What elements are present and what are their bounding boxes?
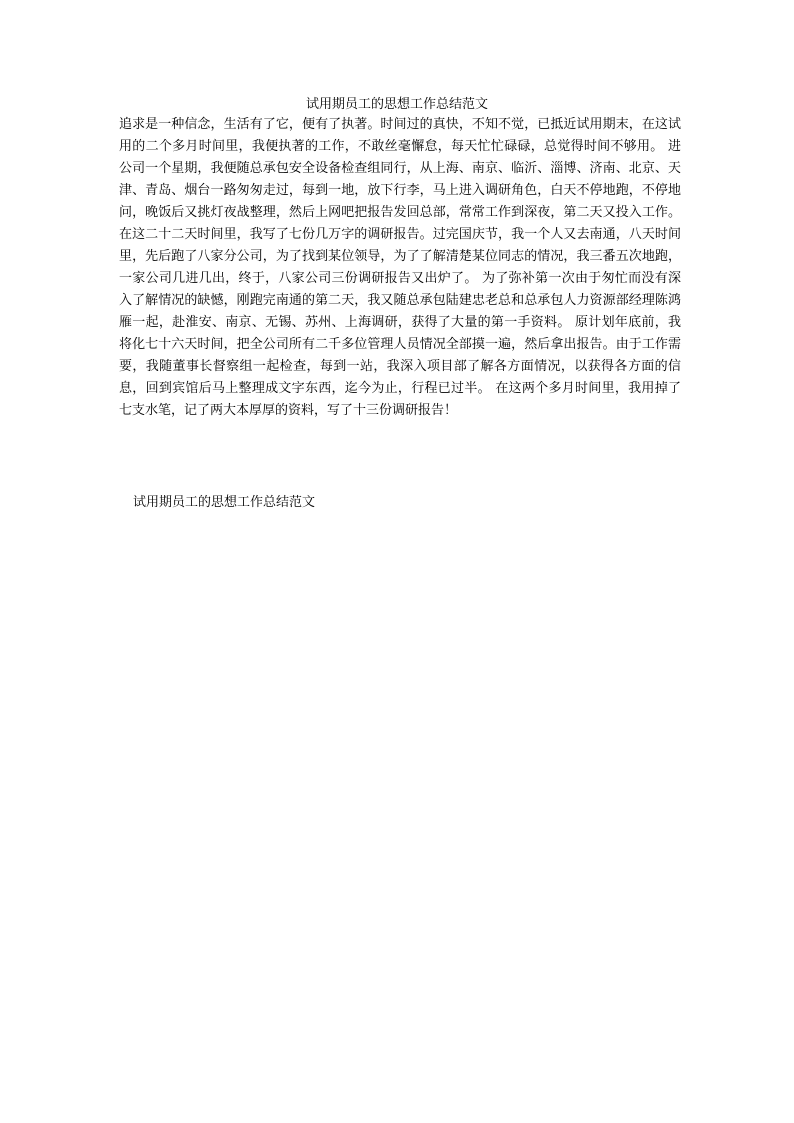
document-repeat-title: 试用期员工的思想工作总结范文 <box>133 495 316 510</box>
document-body-paragraph: 追求是一种信念，生活有了它，便有了执著。时间过的真快，不知不觉，已抵近试用期末，在这试用的二个多月时间里，我便执著的工作，不敢丝毫懈怠，每天忙忙碌碌，总觉得时间不够用。 进公司一个星期，我便随总承包安全设备检查组同行，从上海、南京、临沂、淄博、济南、北京、天津、青岛、烟台一路匆匆走过，每到一地，放下行李，马上进入调研角色，白天不停地跑，不停地问，晚饭后又挑灯夜战整理，然后上网吧把报告发回总部，常常工作到深夜，第二天又投入工作。在这二十二天时间里，我写了七份几万字的调研报告。过完国庆节，我一个人又去南通，八天时间里，先后跑了八家分公司，为了找到某位领导，为了了解清楚某位同志的情况，我三番五次地跑，一家公司几进几出，终于，八家公司三份调研报告又出炉了。 为了弥补第一次由于匆忙而没有深入了解情况的缺憾，刚跑完南通的第二天，我又随总承包陆建忠老总和总承包人力资源部经理陈鸿雁一起，赴淮安、南京、无锡、苏州、上海调研，获得了大量的第一手资料。 原计划年底前，我将化七十六天时间，把全公司所有二千多位管理人员情况全部摸一遍，然后拿出报告。由于工作需要，我随董事长督察组一起检查，每到一站，我深入项目部了解各方面情况，以获得各方面的信息，回到宾馆后马上整理成文字东西，迄今为止，行程已过半。 在这两个多月时间里，我用掉了七支水笔，记了两大本厚厚的资料，写了十三份调研报告！ <box>119 117 681 418</box>
document-title: 试用期员工的思想工作总结范文 <box>305 97 488 112</box>
